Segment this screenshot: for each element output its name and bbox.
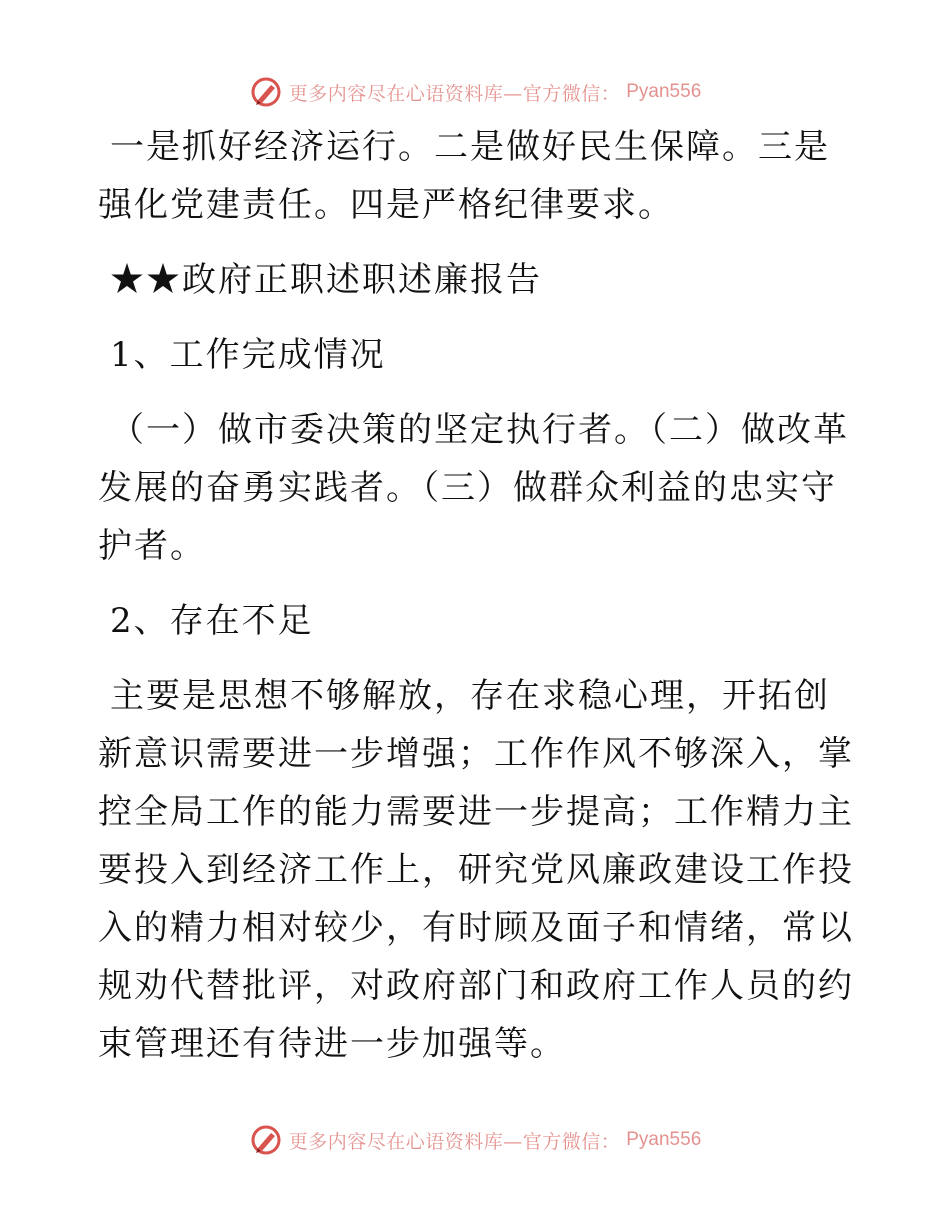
paragraph-completion: （一）做市委决策的坚定执行者。（二）做改革发展的奋勇实践者。（三）做群众利益的忠实守护者。 bbox=[98, 410, 849, 566]
footer-watermark bbox=[0, 1120, 950, 1160]
section-heading-completion: 1、工作完成情况 bbox=[110, 335, 386, 375]
report-heading: ★★政府正职述职述廉报告 bbox=[110, 260, 542, 300]
paragraph-shortcomings: 主要是思想不够解放，存在求稳心理，开拓创新意识需要进一步增强；工作作风不够深入，掌控全局工作的能力需要进一步提高；工作精力主要投入到经济工作上，研究党风廉政建设工作投入的精力相对较少，有时顾及面子和情绪，常以规劝代替批评，对政府部门和政府工作人员的约束管理还有待进一步加强等。 bbox=[98, 676, 854, 1064]
watermark-text: 更多内容尽在心语资料库—官方微信： bbox=[288, 82, 621, 105]
header-watermark bbox=[0, 72, 950, 112]
section-heading-shortcomings: 2、存在不足 bbox=[110, 601, 314, 641]
watermark-wechat-id: Pyan556 bbox=[626, 1129, 702, 1150]
paragraph-summary: 一是抓好经济运行。二是做好民生保障。三是强化党建责任。四是严格纪律要求。 bbox=[98, 127, 830, 225]
pen-logo-icon bbox=[249, 1123, 283, 1157]
watermark-text: 更多内容尽在心语资料库—官方微信： bbox=[288, 1130, 621, 1153]
watermark-wechat-id: Pyan556 bbox=[626, 81, 702, 102]
pen-logo-icon bbox=[249, 75, 283, 109]
document-body bbox=[98, 118, 858, 1090]
